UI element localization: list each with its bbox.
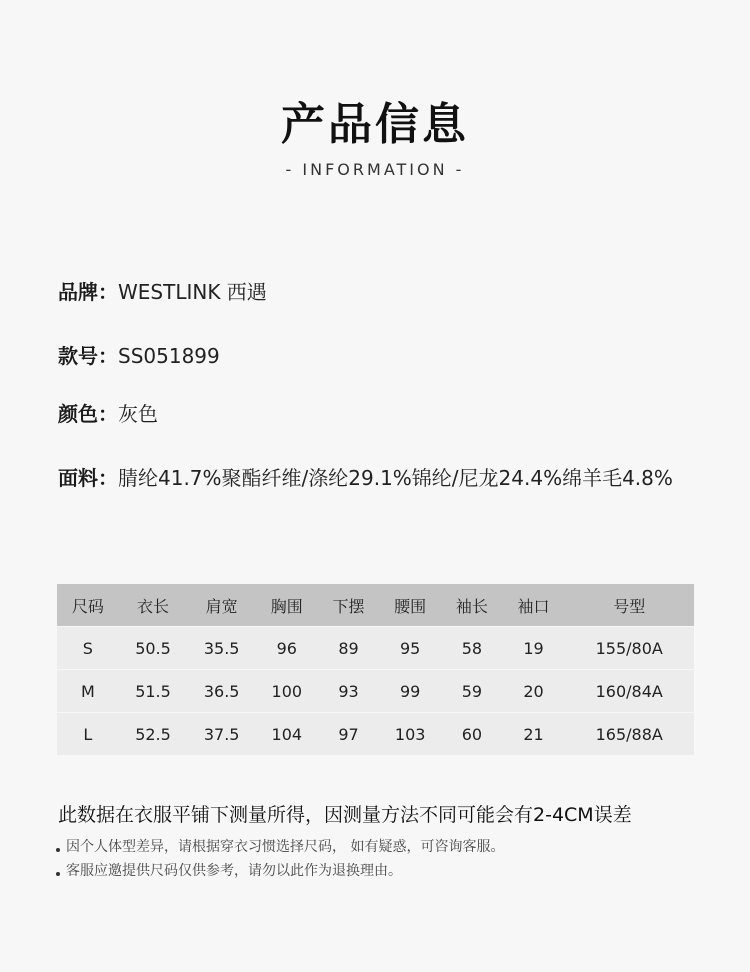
table-cell: 165/88A bbox=[564, 713, 694, 756]
size-table-header-row bbox=[57, 584, 694, 627]
measurement-note: 此数据在衣服平铺下测量所得，因测量方法不同可能会有2-4CM误差 bbox=[58, 804, 632, 826]
sku-row bbox=[58, 333, 698, 379]
table-cell: 97 bbox=[318, 713, 380, 756]
table-cell: 93 bbox=[318, 670, 380, 713]
table-cell: 60 bbox=[441, 713, 503, 756]
note-text: 因个人体型差异，请根据穿衣习惯选择尺码， 如有疑惑，可咨询客服。 bbox=[66, 839, 505, 855]
size-table-header: 腰围 bbox=[379, 584, 441, 627]
table-cell: 89 bbox=[318, 627, 380, 670]
table-cell: 50.5 bbox=[119, 627, 188, 670]
table-cell: 36.5 bbox=[187, 670, 256, 713]
brand-value: WESTLINK 西遇 bbox=[118, 280, 267, 304]
note-text: 客服应邀提供尺码仅供参考，请勿以此作为退换理由。 bbox=[66, 863, 402, 879]
table-cell: 52.5 bbox=[119, 713, 188, 756]
table-row bbox=[57, 713, 694, 756]
table-cell: 20 bbox=[503, 670, 565, 713]
table-cell: 99 bbox=[379, 670, 441, 713]
table-row bbox=[57, 670, 694, 713]
size-table-header: 肩宽 bbox=[187, 584, 256, 627]
table-cell: 19 bbox=[503, 627, 565, 670]
note-item bbox=[56, 836, 504, 856]
page-title: 产品信息 bbox=[281, 99, 469, 150]
size-table-header: 袖口 bbox=[503, 584, 565, 627]
table-cell: S bbox=[57, 627, 119, 670]
size-table-header: 衣长 bbox=[119, 584, 188, 627]
table-cell: 35.5 bbox=[187, 627, 256, 670]
table-cell: M bbox=[57, 670, 119, 713]
table-cell: 95 bbox=[379, 627, 441, 670]
size-table-header: 袖长 bbox=[441, 584, 503, 627]
table-cell: 100 bbox=[256, 670, 318, 713]
size-table bbox=[57, 584, 694, 755]
table-cell: 155/80A bbox=[564, 627, 694, 670]
table-row bbox=[57, 627, 694, 670]
table-cell: 37.5 bbox=[187, 713, 256, 756]
note-item bbox=[56, 860, 402, 880]
sku-label: 款号： bbox=[58, 344, 118, 368]
table-cell: 58 bbox=[441, 627, 503, 670]
table-cell: 160/84A bbox=[564, 670, 694, 713]
table-cell: 59 bbox=[441, 670, 503, 713]
table-cell: 51.5 bbox=[119, 670, 188, 713]
fabric-row bbox=[58, 455, 698, 501]
brand-label: 品牌： bbox=[58, 280, 118, 304]
size-table-header: 尺码 bbox=[57, 584, 119, 627]
table-cell: 104 bbox=[256, 713, 318, 756]
fabric-label: 面料： bbox=[58, 466, 118, 490]
color-label: 颜色： bbox=[58, 402, 118, 426]
page-subtitle: - INFORMATION - bbox=[285, 160, 465, 179]
bullet-icon bbox=[56, 848, 60, 852]
size-table-header: 号型 bbox=[564, 584, 694, 627]
size-table-header: 下摆 bbox=[318, 584, 380, 627]
table-cell: 21 bbox=[503, 713, 565, 756]
brand-row bbox=[58, 269, 698, 315]
table-cell: 103 bbox=[379, 713, 441, 756]
bullet-icon bbox=[56, 872, 60, 876]
fabric-value: 腈纶41.7%聚酯纤维/涤纶29.1%锦纶/尼龙24.4%绵羊毛4.8% bbox=[118, 466, 673, 490]
table-cell: 96 bbox=[256, 627, 318, 670]
color-value: 灰色 bbox=[118, 402, 158, 426]
table-cell: L bbox=[57, 713, 119, 756]
sku-value: SS051899 bbox=[118, 344, 220, 368]
size-table-header: 胸围 bbox=[256, 584, 318, 627]
color-row bbox=[58, 391, 698, 437]
